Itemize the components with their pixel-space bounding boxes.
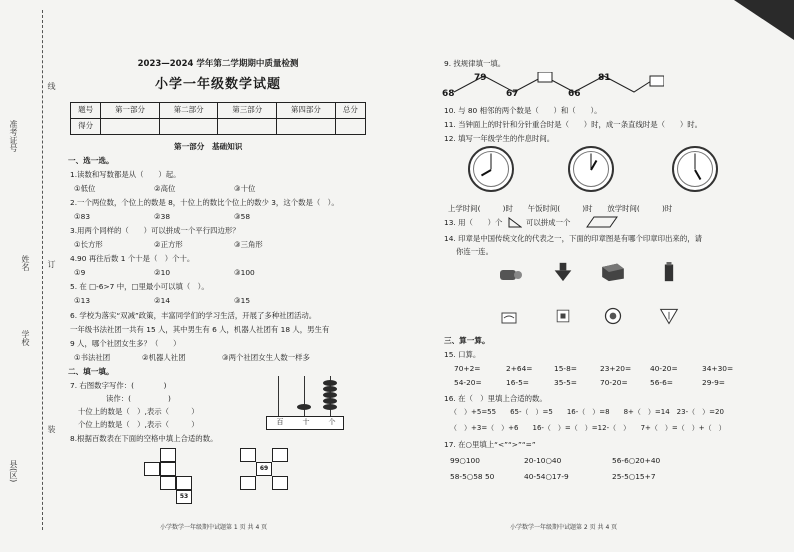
q2-option[interactable]: ②38 xyxy=(154,212,171,221)
question-11: 11. 当钟面上的时针和分针重合时是（ ）时，成一条直线时是（ ）时。 xyxy=(444,120,702,129)
q2-option[interactable]: ①83 xyxy=(74,212,91,221)
question-9: 9. 找规律填一填。 xyxy=(444,59,506,68)
compare-item[interactable]: 40-54○17-9 xyxy=(524,472,569,481)
name-label: 姓名 xyxy=(21,255,30,271)
q5-option[interactable]: ①13 xyxy=(74,296,91,305)
clock-face xyxy=(568,146,614,192)
abacus-bead xyxy=(297,404,311,410)
q2-option[interactable]: ③58 xyxy=(234,212,251,221)
compare-item[interactable]: 99○100 xyxy=(450,456,480,465)
question-7-line1: 7. 右图数字写作：( ) xyxy=(70,381,167,390)
right-column xyxy=(440,0,780,552)
question-7-line2: 读作：( ) xyxy=(106,394,171,403)
abacus-bead xyxy=(323,404,337,410)
q5-option[interactable]: ③15 xyxy=(234,296,251,305)
score-input-cell[interactable] xyxy=(335,119,365,135)
question-10: 10. 与 80 相邻的两个数是（ ）和（ ）。 xyxy=(444,106,602,115)
question-14-line1: 14. 印章是中国传统文化的代表之一，下面的印章图是有哪个印章印出来的，请 xyxy=(444,234,702,243)
question-8: 8.根据百数表在下面的空格中填上合适的数。 xyxy=(70,434,218,443)
question-17: 17. 在○里填上“<”“>”“=” xyxy=(444,440,536,449)
q4-option[interactable]: ③100 xyxy=(234,268,255,277)
score-table xyxy=(70,102,366,135)
q3-option[interactable]: ③三角形 xyxy=(234,240,263,249)
exam-no-label: 准考证号 xyxy=(9,120,18,152)
pattern-number: 66 xyxy=(568,89,581,99)
calc-item: 2+64= xyxy=(506,364,533,373)
q1-option[interactable]: ③十位 xyxy=(234,184,256,193)
grid-blank[interactable] xyxy=(144,462,160,476)
question-6-line1: 6. 学校为落实“双减”政策，丰富同学们的学习生活，开展了多种社团活动。 xyxy=(70,311,317,320)
question-14-line2: 你连一连。 xyxy=(456,247,493,256)
cut-line xyxy=(42,10,43,530)
compare-item[interactable]: 20-10○40 xyxy=(524,456,562,465)
score-cell: 第四部分 xyxy=(277,103,336,119)
print-triangle-icon[interactable] xyxy=(656,306,682,326)
calc-item: 70+2= xyxy=(454,364,481,373)
grid-blank[interactable] xyxy=(240,448,256,462)
abacus-label: 个 xyxy=(328,418,336,426)
clock-face xyxy=(672,146,718,192)
question-3: 3.用两个同样的（ ）可以拼成一个平行四边形？ xyxy=(70,226,240,235)
grid-blank[interactable] xyxy=(176,476,192,490)
grid-given: 53 xyxy=(176,490,192,504)
grid-blank[interactable] xyxy=(272,448,288,462)
calc-item: 56-6= xyxy=(650,378,673,387)
q1-option[interactable]: ②高位 xyxy=(154,184,176,193)
triangle-icon xyxy=(508,217,522,228)
q4-option[interactable]: ②10 xyxy=(154,268,171,277)
calc-item: 15-8= xyxy=(554,364,577,373)
print-circle-icon[interactable] xyxy=(600,306,626,326)
score-label-cell: 得分 xyxy=(71,119,101,135)
calc-item: 16-5= xyxy=(506,378,529,387)
question-13-a: 13. 用（ ）个 xyxy=(444,218,503,227)
print-square-icon[interactable] xyxy=(550,306,576,326)
pattern-number: 81 xyxy=(598,73,611,83)
pattern-number: 79 xyxy=(474,73,487,83)
stamp-block-icon[interactable] xyxy=(600,262,626,282)
stamp-arrow-icon[interactable] xyxy=(550,262,576,282)
stamp-roller-icon[interactable] xyxy=(498,264,524,284)
fill-row-2[interactable]: （ ）+3=（ ）+6 16-（ ）=（ ）=12-（ ） 7+（ ）=（ ）+（ ） xyxy=(450,424,726,432)
calc-item: 23+20= xyxy=(600,364,632,373)
page-footer-right: 小学数学一年级期中试题第 2 页 共 4 页 xyxy=(510,524,618,531)
calc-item: 70-20= xyxy=(600,378,628,387)
abacus-label: 百 xyxy=(276,418,284,426)
clock-minute-hand xyxy=(491,154,492,170)
pattern-number: 68 xyxy=(442,89,455,99)
cut-text-bottom: 装 xyxy=(47,425,56,433)
q4-option[interactable]: ①9 xyxy=(74,268,86,277)
pattern-blank[interactable] xyxy=(650,76,664,86)
grid-given: 69 xyxy=(256,462,272,476)
grid-blank[interactable] xyxy=(160,448,176,462)
schedule-labels: 上学时间( )时 午饭时间( )时 放学时间( )时 xyxy=(448,204,673,213)
q6-option[interactable]: ①书法社团 xyxy=(74,353,111,362)
calc-item: 35-5= xyxy=(554,378,577,387)
question-4: 4.90 再往后数 1 个十是（ ）个十。 xyxy=(70,254,195,263)
binding-strip xyxy=(0,0,62,552)
score-input-cell[interactable] xyxy=(159,119,218,135)
abacus-figure xyxy=(266,376,344,432)
exam-subtitle: 2023—2024 学年第二学期期中质量检测 xyxy=(137,59,299,69)
question-12: 12. 填写一年级学生的作息时间。 xyxy=(444,134,555,143)
clock-minute-hand xyxy=(695,154,696,170)
score-input-cell[interactable] xyxy=(101,119,160,135)
calc-item: 54-20= xyxy=(454,378,482,387)
question-5: 5. 在 □-6>7 中，□里最小可以填（ ）。 xyxy=(70,282,209,291)
q1-option[interactable]: ①低位 xyxy=(74,184,96,193)
school-label: 学校 xyxy=(21,330,30,346)
section3-heading: 三、算一算。 xyxy=(444,336,490,345)
print-swirl-icon[interactable] xyxy=(498,308,524,328)
q5-option[interactable]: ②14 xyxy=(154,296,171,305)
fill-row-1[interactable]: （ ）+5=55 65-（ ）=5 16-（ ）=8 8+（ ）=14 23-（ ）=20 xyxy=(450,408,724,416)
score-cell: 总分 xyxy=(335,103,365,119)
page-footer-left: 小学数学一年级期中试题第 1 页 共 4 页 xyxy=(160,524,268,531)
score-input-cell[interactable] xyxy=(218,119,277,135)
score-cell: 第三部分 xyxy=(218,103,277,119)
cut-text-top: 线 xyxy=(47,82,56,90)
q6-option[interactable]: ③两个社团女生人数一样多 xyxy=(222,353,310,362)
stamp-seal-icon[interactable] xyxy=(656,262,682,282)
compare-item[interactable]: 56-6○20+40 xyxy=(612,456,661,465)
score-cell: 第二部分 xyxy=(159,103,218,119)
calc-item: 29-9= xyxy=(702,378,725,387)
calc-item: 34+30= xyxy=(702,364,734,373)
pattern-blank[interactable] xyxy=(538,72,552,82)
abacus-rod xyxy=(304,376,305,416)
parallelogram-icon xyxy=(586,216,618,228)
question-1: 1.读数和写数都是从（ ）起。 xyxy=(70,170,181,179)
question-13-b: 可以拼成一个 xyxy=(526,218,571,227)
question-15: 15. 口算。 xyxy=(444,350,481,359)
score-input-cell[interactable] xyxy=(277,119,336,135)
district-label: 县(区) xyxy=(9,460,18,483)
cut-text-mid: 订 xyxy=(47,260,56,268)
question-2: 2.一个两位数，个位上的数是 8，十位上的数比个位上的数少 3，这个数是（ ）。 xyxy=(70,198,339,207)
section1-heading: 一、选一选。 xyxy=(68,156,114,165)
calc-item: 40-20= xyxy=(650,364,678,373)
q3-option[interactable]: ②正方形 xyxy=(154,240,183,249)
score-cell: 第一部分 xyxy=(101,103,160,119)
question-7-line4: 个位上的数是（ ）,表示（ ） xyxy=(78,420,199,429)
clock-face xyxy=(468,146,514,192)
q6-option[interactable]: ②机器人社团 xyxy=(142,353,186,362)
grid-blank[interactable] xyxy=(160,462,176,476)
question-16: 16. 在（ ）里填上合适的数。 xyxy=(444,394,547,403)
left-column xyxy=(64,0,384,552)
grid-blank[interactable] xyxy=(240,476,256,490)
exam-title: 小学一年级数学试题 xyxy=(154,77,281,92)
grid-blank[interactable] xyxy=(272,476,288,490)
q3-option[interactable]: ①长方形 xyxy=(74,240,103,249)
pattern-number: 67 xyxy=(506,89,519,99)
abacus-base xyxy=(266,416,344,430)
question-6-line3: 9 人，哪个社团女生多？（ ） xyxy=(70,339,181,348)
score-table-score-row xyxy=(71,119,366,135)
abacus-label: 十 xyxy=(302,418,310,426)
score-cell: 题号 xyxy=(71,103,101,119)
part1-title: 第一部分 基础知识 xyxy=(174,142,243,151)
question-7-line3: 十位上的数是（ ）,表示（ ） xyxy=(78,407,199,416)
section2-heading: 二、填一填。 xyxy=(68,367,114,376)
abacus-rod xyxy=(278,376,279,416)
question-6-line2: 一年级书法社团一共有 15 人，其中男生有 6 人，机器人社团有 18 人，男生有 xyxy=(70,325,330,334)
score-table-header-row xyxy=(71,103,366,119)
compare-item[interactable]: 58-5○58 50 xyxy=(450,472,495,481)
compare-item[interactable]: 25-5○15+7 xyxy=(612,472,656,481)
grid-blank[interactable] xyxy=(160,476,176,490)
